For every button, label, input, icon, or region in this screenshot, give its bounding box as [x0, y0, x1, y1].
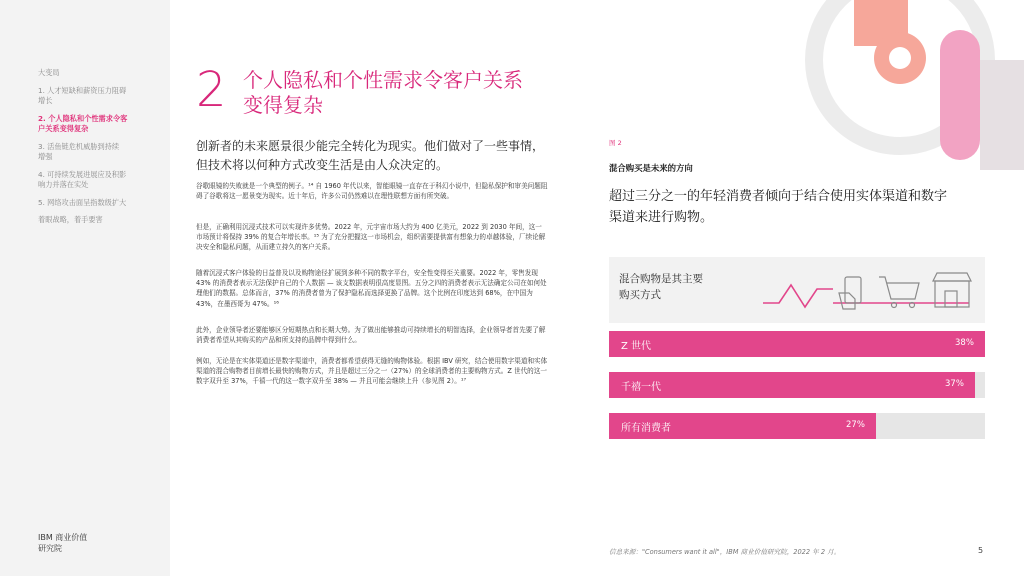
bar-value-millennials: 37%: [945, 379, 964, 389]
bar-label-millennials: 千禧一代: [621, 382, 661, 393]
hand-phone-icon: [839, 277, 861, 309]
hybrid-shopping-panel: [609, 257, 985, 323]
page-number: 5: [978, 546, 984, 555]
bar-track-0: [609, 331, 985, 357]
panel-label: 混合购物是其主要 购买方式: [619, 273, 703, 301]
bar-track-1: [609, 372, 985, 398]
bar-label-all-consumers: 所有消费者: [621, 423, 671, 434]
toc-item-5[interactable]: 5. 网络攻击面呈指数级扩大: [38, 197, 127, 207]
body-paragraph-1: 谷歌眼镜的失败就是一个典型的例子。¹⁴ 自 1960 年代以来，智能眼镜一直存在于科幻小说中，但隐私保护和审美问题阻碍了谷歌将这一愿景变为现实。近十年后，许多公司仍然难以在理性联想方面有所突破。: [196, 182, 548, 201]
chapter-title: 个人隐私和个性需求令客户关系 变得复杂: [243, 68, 523, 117]
table-of-contents: [38, 68, 156, 233]
decorative-rings: [800, 0, 1024, 200]
toc-item-2-active[interactable]: 2. 个人隐私和个性需求令客 户关系变得复杂: [38, 113, 128, 133]
bar-gen-z: [609, 331, 985, 357]
figure-label: 图 2: [609, 139, 622, 147]
toc-item-3[interactable]: 3. 活鱼链危机威胁到持续 增强: [38, 141, 120, 161]
toc-item-1[interactable]: 1. 人才短缺和薪资压力阻碍 增长: [38, 85, 127, 105]
lead-paragraph: 创新者的未来愿景很少能完全转化为现实。他们做对了一些事情，但技术将以何种方式改变生活是由人众决定的。: [196, 139, 545, 172]
bar-millennials: [609, 372, 975, 398]
storefront-icon: [933, 273, 971, 307]
figure-headline: 超过三分之一的年轻消费者倾向于结合使用实体渠道和数字渠道来进行购物。: [609, 189, 948, 225]
bar-label-gen-z: Z 世代: [621, 341, 652, 352]
body-paragraph-3: 随着沉浸式客户体验的日益普及以及购物途径扩展到多种不同的数字平台，安全性变得至关重要。2022 年，零售发现 43% 的消费者表示无法保护自己的个人数据 — 该支数据表明很高度显图。五分之四的消费者表示无法确定公司在如何处理他们的数据。总体而言，37% 的消费者曾为了保护隐私而选择更换了品牌。这个比例在印度达到 68%，在中国为 43%，在墨西哥为 47%。¹⁶: [196, 269, 547, 308]
bar-value-all-consumers: 27%: [846, 420, 865, 430]
body-paragraph-2: 但是，正确利用沉浸式技术可以实现许多优势。2022 年，元宇宙市场大约为 400 亿美元，2022 到 2030 年间，这一市场预计将保持 39% 的复合年增长率。¹⁵ 为了充分把握这一市场机会，组织需要提供富有想象力的卓越体验，厂续论解决安全和隐私问题，从而建立持久的客户关系。: [196, 223, 546, 252]
toc-item-strategy[interactable]: 着眼战略，着手要害: [38, 215, 103, 224]
sidebar: [0, 0, 170, 576]
figure-source: 信息来源："Consumers want it all"，IBM 商业价值研究院，2022 年 2 月。: [609, 548, 841, 556]
shopping-illustration: [759, 263, 979, 319]
chapter-number: 2: [196, 62, 227, 118]
toc-item-4[interactable]: 4. 可持续发展进展应及积影 响力并落在实处: [38, 169, 127, 189]
bar-value-gen-z: 38%: [955, 338, 974, 348]
body-paragraph-4: 此外，企业领导者还要能够区分短期热点和长期大势。为了做出能够推动可持续增长的明智选择，企业领导者首先要了解消费者希望从其购买的产品和所支持的品牌中得到什么。: [196, 326, 546, 345]
ibm-ibv-brand: IBM 商业价值 研究院: [38, 533, 88, 553]
toc-item-intro[interactable]: 大变局: [38, 68, 60, 77]
bar-track-2: [609, 413, 985, 439]
body-paragraph-5: 例如，无论是在实体渠道还是数字渠道中，消费者都希望获得无缝的购物体验。根据 IBV 研究，结合使用数字渠道和实体渠道的混合购物者目前增长最快的购物方式，并且是超过三分之一（27%）的全球消费者的主要购物方式。Z 世代的这一数字双升至 37%，千禧一代的这一数字双升至 38% — 并且可能会继续上升（参见图 2）。¹⁷: [196, 357, 548, 386]
figure-title: 混合购买是未来的方向: [609, 163, 693, 173]
pulse-line-icon: [763, 285, 833, 307]
